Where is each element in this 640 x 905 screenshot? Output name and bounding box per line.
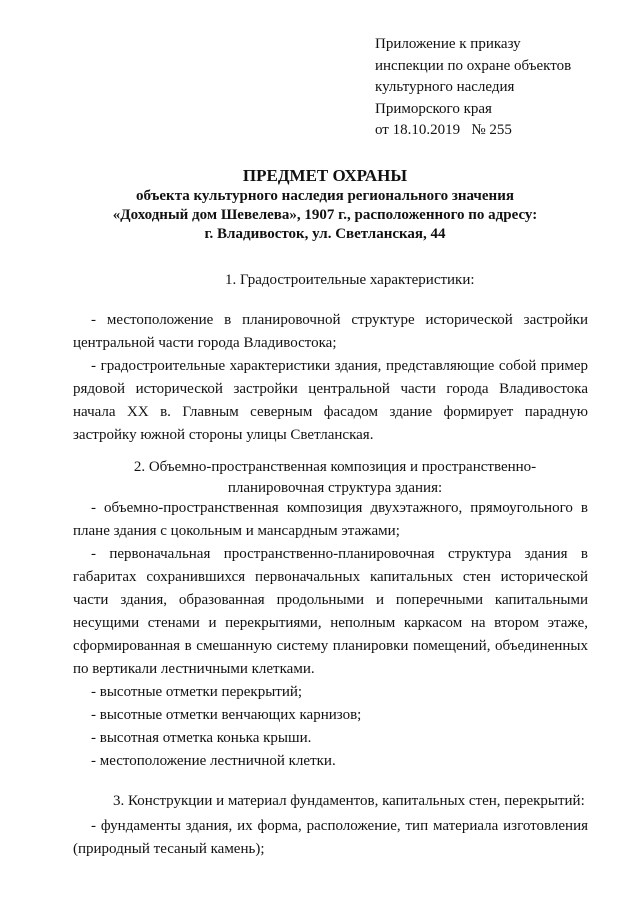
paragraph-line: центральной части города Владивостока; [73, 335, 337, 351]
list-item: - высотная отметка конька крыши. [91, 730, 312, 746]
appendix-note [375, 34, 625, 142]
section-3-heading: 3. Конструкции и материал фундаментов, капитальных стен, перекрытий: [113, 793, 585, 809]
paragraph-line: - фундаменты здания, их форма, расположение, тип материала изготовления [91, 818, 588, 834]
document-title-block [60, 165, 590, 244]
section-3-paragraph-1 [73, 815, 588, 861]
paragraph-line: - местоположение в планировочной структуре исторической застройки [91, 312, 588, 328]
document-title: ПРЕДМЕТ ОХРАНЫ [242, 166, 408, 185]
paragraph-line: части здания, образованная продольными и поперечными капитальными [73, 592, 588, 608]
appendix-line: Приложение к приказу [375, 36, 521, 52]
document-subtitle-line: «Доходный дом Шевелева», 1907 г., расположенного по адресу: [112, 207, 538, 223]
paragraph-line: - градостроительные характеристики здания, представляющие собой пример [91, 358, 588, 374]
section-1-paragraph-1 [73, 309, 588, 355]
paragraph-line: габаритах сохранившихся первоначальных капитальных стен исторической [73, 569, 588, 585]
appendix-line: инспекции по охране объектов [375, 57, 572, 74]
paragraph-line: рядовой исторической застройки центральной части города Владивостока [73, 381, 588, 397]
list-item: - высотные отметки венчающих карнизов; [91, 707, 362, 723]
paragraph-line: - объемно-пространственная композиция двухэтажного, прямоугольного в [91, 500, 588, 516]
section-2-heading-line: 2. Объемно-пространственная композиция и пространственно- [133, 459, 537, 475]
paragraph-line: (природный тесаный камень); [73, 841, 265, 857]
paragraph-line: по вертикали лестничными клетками. [73, 661, 315, 677]
list-item: - местоположение лестничной клетки. [91, 753, 336, 769]
appendix-line: культурного наследия [375, 79, 515, 95]
section-2-heading-line: планировочная структура здания: [227, 480, 443, 496]
paragraph-line: начала XX в. Главным северным фасадом здание формирует парадную [73, 404, 588, 420]
document-subtitle-line: г. Владивосток, ул. Светланская, 44 [204, 226, 446, 242]
section-1-heading: 1. Градостроительные характеристики: [225, 272, 475, 288]
section-2-paragraph-1 [73, 497, 588, 543]
section-1-paragraph-2 [73, 355, 588, 447]
document-subtitle-line: объекта культурного наследия регионального значения [136, 188, 514, 204]
paragraph-line: сформированная в смешанную систему планировки помещений, объединенных [73, 638, 588, 654]
appendix-line: Приморского края [375, 100, 492, 117]
paragraph-line: несущими стенами и перекрытиями, неполным каркасом на втором этаже, [73, 615, 588, 631]
section-2-paragraph-2 [73, 543, 588, 681]
paragraph-line: - первоначальная пространственно-планировочная структура здания в [91, 546, 588, 562]
appendix-date-number: от 18.10.2019 № 255 [375, 122, 512, 138]
list-item: - высотные отметки перекрытий; [91, 684, 303, 700]
section-2-heading [110, 457, 560, 499]
paragraph-line: застройку южной стороны улицы Светланская. [73, 427, 374, 443]
paragraph-line: плане здания с цокольным и мансардным этажами; [73, 523, 400, 539]
